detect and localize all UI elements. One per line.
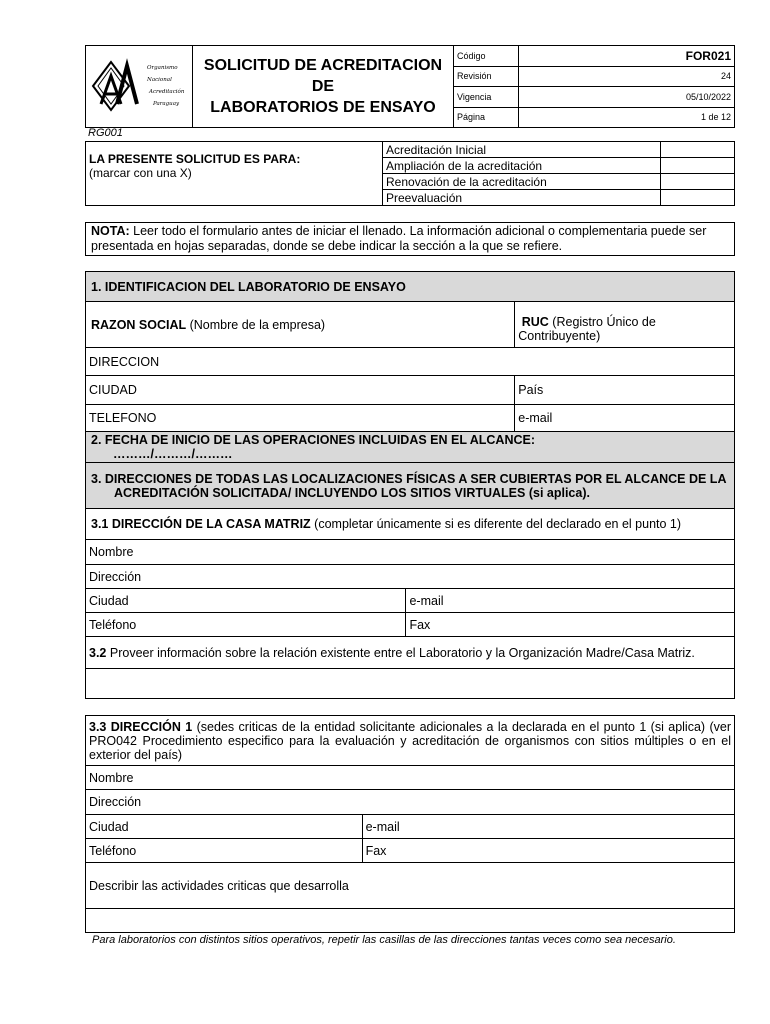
- direccion1-direccion-field[interactable]: Dirección: [86, 790, 735, 815]
- ruc-label: RUC: [521, 314, 549, 329]
- section-3-2-hint: Proveer información sobre la relación existente entre el Laboratorio y la Organización Madre/Casa Matriz.: [106, 645, 695, 660]
- option-label-preevaluacion: Preevaluación: [383, 190, 661, 206]
- razon-social-hint: (Nombre de la empresa): [186, 317, 326, 332]
- nota-box: [85, 222, 735, 256]
- option-label-ampliacion: Ampliación de la acreditación: [383, 158, 661, 174]
- section-3-2-text: [86, 637, 735, 669]
- main-form-table: [85, 271, 735, 699]
- meta-value-revision: 24: [519, 66, 735, 87]
- section-3-1-label: 3.1 DIRECCIÓN DE LA CASA MATRIZ: [91, 517, 311, 531]
- direccion-field[interactable]: DIRECCION: [86, 348, 735, 376]
- checkbox-ampliacion[interactable]: [661, 158, 735, 174]
- purpose-hint: (marcar con una X): [89, 166, 192, 180]
- document-title: [193, 46, 454, 128]
- logo-text-2: Nacional: [146, 76, 172, 83]
- razon-social-field[interactable]: [86, 302, 515, 348]
- document-header: [85, 45, 735, 128]
- title-line-2: LABORATORIOS DE ENSAYO: [210, 99, 436, 116]
- direccion1-email-field[interactable]: e-mail: [362, 815, 734, 839]
- checkbox-renovacion[interactable]: [661, 174, 735, 190]
- section-3-3-title: [86, 716, 735, 766]
- purpose-heading-cell: [86, 142, 383, 206]
- section-3-1-title: [86, 509, 735, 540]
- section-3-title: [86, 463, 735, 509]
- logo-text-3: Acreditación: [148, 88, 184, 95]
- checkbox-preevaluacion[interactable]: [661, 190, 735, 206]
- logo-cell: [86, 46, 193, 128]
- section-3-2-label: 3.2: [89, 645, 107, 660]
- meta-label-vigencia: Vigencia: [454, 87, 519, 108]
- section-3-1-hint: (completar únicamente si es diferente del declarado en el punto 1): [310, 517, 682, 531]
- pais-field[interactable]: País: [515, 376, 735, 405]
- nota-label: NOTA:: [91, 224, 130, 238]
- ruc-hint: (Registro Único de Contribuyente): [518, 314, 656, 343]
- checkbox-inicial[interactable]: [661, 142, 735, 158]
- footnote: Para laboratorios con distintos sitios operativos, repetir las casillas de las direcciones tantas veces como sea necesario.: [92, 934, 676, 946]
- direccion1-telefono-field[interactable]: Teléfono: [86, 839, 363, 863]
- telefono-field[interactable]: TELEFONO: [86, 405, 515, 432]
- meta-label-codigo: Código: [454, 46, 519, 67]
- direccion1-ciudad-field[interactable]: Ciudad: [86, 815, 363, 839]
- casa-matriz-ciudad-field[interactable]: Ciudad: [86, 589, 406, 613]
- actividades-criticas-label: Describir las actividades criticas que desarrolla: [86, 863, 735, 909]
- ruc-field[interactable]: [515, 302, 735, 348]
- section-2-title: [86, 432, 735, 463]
- option-label-inicial: Acreditación Inicial: [383, 142, 661, 158]
- title-line-1: SOLICITUD DE ACREDITACION DE: [203, 57, 443, 95]
- purpose-heading: LA PRESENTE SOLICITUD ES PARA:: [89, 152, 301, 166]
- option-label-renovacion: Renovación de la acreditación: [383, 174, 661, 190]
- logo-text-4: Paraguay: [152, 100, 179, 107]
- ciudad-field[interactable]: CIUDAD: [86, 376, 515, 405]
- relacion-organizacion-field[interactable]: [86, 669, 735, 699]
- nota-text: Leer todo el formulario antes de iniciar el llenado. La información adicional o complementaria puede ser presentada en hojas separadas, donde se debe indicar la sección a la que se refiere.: [91, 224, 707, 253]
- section-3-3-table: [85, 715, 735, 933]
- casa-matriz-telefono-field[interactable]: Teléfono: [86, 613, 406, 637]
- operations-start-date[interactable]: ………/………/………: [113, 447, 233, 461]
- ona-logo: [87, 56, 192, 116]
- email-field[interactable]: e-mail: [515, 405, 735, 432]
- actividades-criticas-field[interactable]: [86, 909, 735, 933]
- meta-label-pagina: Página: [454, 107, 519, 128]
- meta-value-pagina: 1 de 12: [519, 107, 735, 128]
- casa-matriz-direccion-field[interactable]: Dirección: [86, 565, 735, 589]
- direccion1-fax-field[interactable]: Fax: [362, 839, 734, 863]
- casa-matriz-email-field[interactable]: e-mail: [406, 589, 735, 613]
- meta-value-vigencia: 05/10/2022: [519, 87, 735, 108]
- logo-text-1: Organismo: [146, 64, 178, 71]
- section-3-3-label: 3.3 DIRECCIÓN 1: [89, 720, 193, 734]
- meta-value-codigo: FOR021: [519, 46, 735, 67]
- casa-matriz-nombre-field[interactable]: Nombre: [86, 540, 735, 565]
- section-3-heading: 3. DIRECCIONES DE TODAS LAS LOCALIZACIONES FÍSICAS A SER CUBIERTAS POR EL ALCANCE DE LA ACREDITACIÓN SOLICITADA/ INCLUYENDO LOS SITIOS VIRTUALES (si aplica).: [91, 471, 727, 500]
- direccion1-nombre-field[interactable]: Nombre: [86, 766, 735, 790]
- section-1-title: 1. IDENTIFICACION DEL LABORATORIO DE ENSAYO: [86, 272, 735, 302]
- meta-label-revision: Revisión: [454, 66, 519, 87]
- purpose-table: [85, 141, 735, 206]
- section-2-heading: 2. FECHA DE INICIO DE LAS OPERACIONES INCLUIDAS EN EL ALCANCE:: [91, 433, 536, 447]
- section-3-3-hint: (sedes criticas de la entidad solicitante adicionales a la declarada en el punto 1 (si aplica) (ver PRO042 Procedimiento especifico para la evaluación y acreditación de organismos con sitios múltiples o en el exterior del país): [89, 720, 731, 762]
- record-code: RG001: [88, 127, 123, 139]
- casa-matriz-fax-field[interactable]: Fax: [406, 613, 735, 637]
- razon-social-label: RAZON SOCIAL: [91, 317, 187, 332]
